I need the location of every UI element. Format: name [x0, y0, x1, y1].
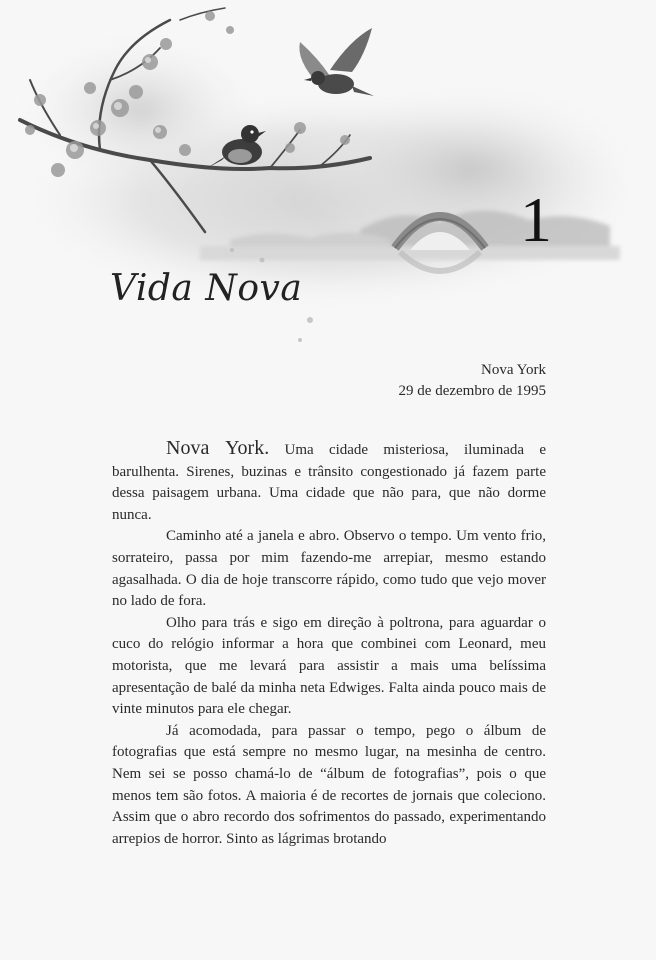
- dateline-place: Nova York: [480, 362, 546, 378]
- paragraph-lead: Nova York.: [166, 437, 270, 459]
- paragraph: Olho para trás e sigo em direção à poltrona, para aguardar o cuco do relógio informar a hora que combinei com Leonard, meu motorista, que me levará para assistir a mais uma belíssima apresentação de balé da minha neta Edwiges. Falta ainda pouco mais de vinte minutos para ele chegar.: [112, 614, 546, 718]
- paragraph: [112, 438, 546, 526]
- chapter-body: [112, 438, 546, 850]
- dateline: [399, 360, 546, 402]
- paragraph: Caminho até a janela e abro. Observo o tempo. Um vento frio, sorrateiro, passa por mim fazendo-me arrepiar, mesmo estando agasalhada. O dia de hoje transcorre rápido, como tudo que vejo mover no lado de fora.: [112, 528, 546, 610]
- chapter-illustration: [0, 0, 656, 360]
- flying-bird: [299, 28, 374, 96]
- paragraph: Já acomodada, para passar o tempo, pego o álbum de fotografias que está sempre no mesmo lugar, na mesinha de centro. Nem sei se posso chamá-lo de “álbum de fotografias”, pois o que menos tem são fotos. A maioria é de recortes de jornais que coleciono. Assim que o abro recordo dos sofrimentos do passado, experimentando arrepios de horror. Sinto as lágrimas brotando: [112, 722, 546, 847]
- chapter-number: 1: [520, 184, 552, 255]
- paragraph-text: Uma cidade misteriosa, iluminada e barulhenta. Sirenes, buzinas e trânsito congestionado já fazem parte dessa paisagem urbana. Uma cidade que não para, que não dorme nunca.: [112, 442, 546, 523]
- chapter-title: Vida Nova: [110, 268, 303, 309]
- dateline-date: 29 de dezembro de 1995: [398, 383, 546, 399]
